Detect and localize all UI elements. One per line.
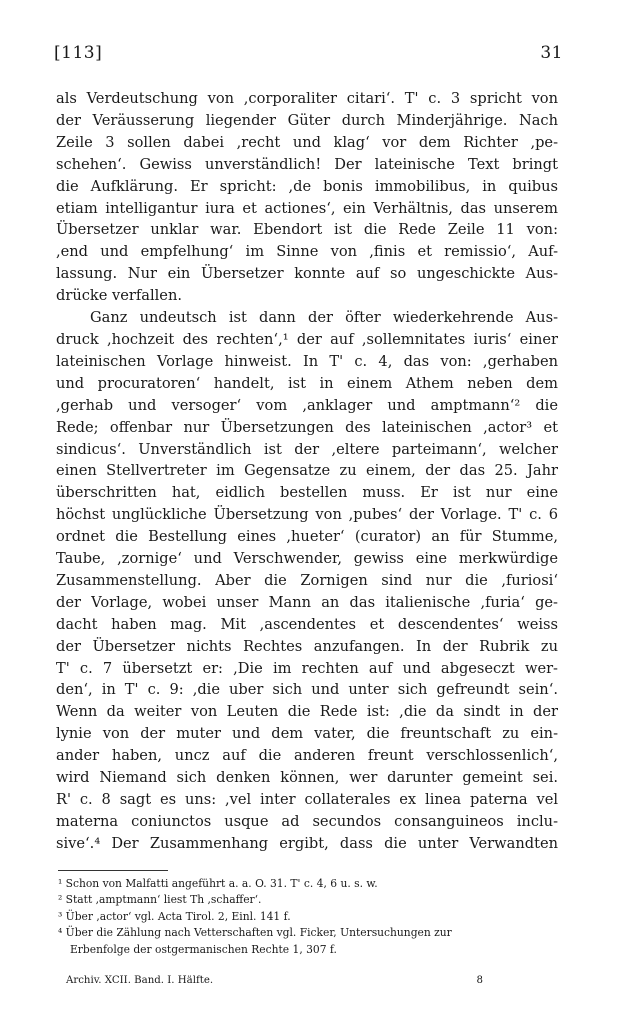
text-line: ,end und empfelhung‘ im Sinne von ,finis et remissio‘, Auf- xyxy=(56,243,558,261)
footnote-2: ² Statt ,amptmann‘ liest Th ,schaffer‘. xyxy=(58,893,262,907)
text-line: Rede; offenbar nur Übersetzungen des lateinischen ,actor³ et xyxy=(56,418,558,436)
signature-mark: 8 xyxy=(476,975,483,986)
printer-signature xyxy=(66,975,483,986)
text-line: dacht haben mag. Mit ,ascendentes et descendentes‘ weiss xyxy=(56,615,558,633)
text-line: lateinischen Vorlage hinweist. In T' c. 4, das von: ,gerhaben xyxy=(56,352,558,370)
footnote-4-continuation: Erbenfolge der ostgermanischen Rechte 1, 307 f. xyxy=(70,942,337,956)
text-line: und procuratoren‘ handelt, ist in einem Athem neben dem xyxy=(56,374,558,392)
text-line: Zeile 3 sollen dabei ,recht und klag‘ vor dem Richter ,pe- xyxy=(56,133,558,151)
text-line: wird Niemand sich denken können, wer darunter gemeint sei. xyxy=(56,769,558,787)
text-line: Taube, ,zornige‘ und Verschwender, gewiss eine merkwürdige xyxy=(56,550,558,568)
footnotes xyxy=(58,876,558,958)
text-line: schehen‘. Gewiss unverständlich! Der lateinische Text bringt xyxy=(56,155,558,173)
text-line: der Veräusserung liegender Güter durch Minderjährige. Nach xyxy=(56,111,558,129)
text-line: lassung. Nur ein Übersetzer konnte auf so ungeschickte Aus- xyxy=(56,265,558,283)
footnote-1: ¹ Schon von Malfatti angeführt a. a. O. 31. T' c. 4, 6 u. s. w. xyxy=(58,877,378,890)
text-line: Wenn da weiter von Leuten die Rede ist: ,die da sindt in der xyxy=(56,703,558,721)
page-number: 31 xyxy=(540,43,563,63)
footnote-3: ³ Über ,actor‘ vgl. Acta Tirol. 2, Einl. 141 f. xyxy=(58,909,291,923)
text-line: etiam intelligantur iura et actiones‘, ein Verhältnis, das unserem xyxy=(56,199,558,217)
text-line: ,gerhab und versoger‘ vom ,anklager und amptmann‘² die xyxy=(56,396,558,414)
text-line: materna coniunctos usque ad secundos consanguineos inclu- xyxy=(56,812,558,830)
text-line: Übersetzer unklar war. Ebendort ist die Rede Zeile 11 von: xyxy=(56,221,558,239)
text-line: R' c. 8 sagt es uns: ,vel inter collaterales ex linea paterna vel xyxy=(56,791,558,808)
text-line: der Übersetzer nichts Rechtes anzufangen. In der Rubrik zu xyxy=(56,637,558,655)
text-line: den‘, in T' c. 9: ,die uber sich und unter sich gefreundt sein‘. xyxy=(56,681,558,699)
text-line: Zusammenstellung. Aber die Zornigen sind nur die ,furiosi‘ xyxy=(56,571,558,589)
body-text xyxy=(56,88,558,855)
text-line: höchst unglückliche Übersetzung von ,pubes‘ der Vorlage. T' c. 6 xyxy=(56,506,558,524)
text-line: als Verdeutschung von ,corporaliter citari‘. T' c. 3 spricht von xyxy=(56,90,558,107)
signature-label: Archiv. XCII. Band. I. Hälfte. xyxy=(66,975,214,986)
section-number: [113] xyxy=(54,43,103,63)
text-line: sindicus‘. Unverständlich ist der ,eltere parteimann‘, welcher xyxy=(56,440,558,458)
text-line: drücke verfallen. xyxy=(56,287,182,305)
text-line: sive‘.⁴ Der Zusammenhang ergibt, dass die unter Verwandten xyxy=(56,834,558,852)
text-line: der Vorlage, wobei unser Mann an das italienische ,furia‘ ge- xyxy=(56,593,558,611)
text-line: einen Stellvertreter im Gegensatze zu einem, der das 25. Jahr xyxy=(56,462,558,480)
page-header xyxy=(54,43,563,63)
text-line: lynie von der muter und dem vater, die freuntschaft zu ein- xyxy=(56,725,558,743)
paragraph-start-line: Ganz undeutsch ist dann der öfter wiederkehrende Aus- xyxy=(90,309,558,327)
footnote-divider xyxy=(58,870,168,871)
text-line: überschritten hat, eidlich bestellen muss. Er ist nur eine xyxy=(56,484,558,502)
text-line: druck ,hochzeit des rechten‘,¹ der auf ,sollemnitates iuris‘ einer xyxy=(56,330,558,348)
footnote-4: ⁴ Über die Zählung nach Vetterschaften vgl. Ficker, Untersuchungen zur xyxy=(58,926,452,940)
text-line: ander haben, uncz auf die anderen freunt verschlossenlich‘, xyxy=(56,747,558,765)
text-line: ordnet die Bestellung eines ,hueter‘ (curator) an für Stumme, xyxy=(56,528,558,546)
text-line: die Aufklärung. Er spricht: ,de bonis immobilibus, in quibus xyxy=(56,177,558,195)
text-line: T' c. 7 übersetzt er: ,Die im rechten auf und abgeseczt wer- xyxy=(56,659,558,677)
